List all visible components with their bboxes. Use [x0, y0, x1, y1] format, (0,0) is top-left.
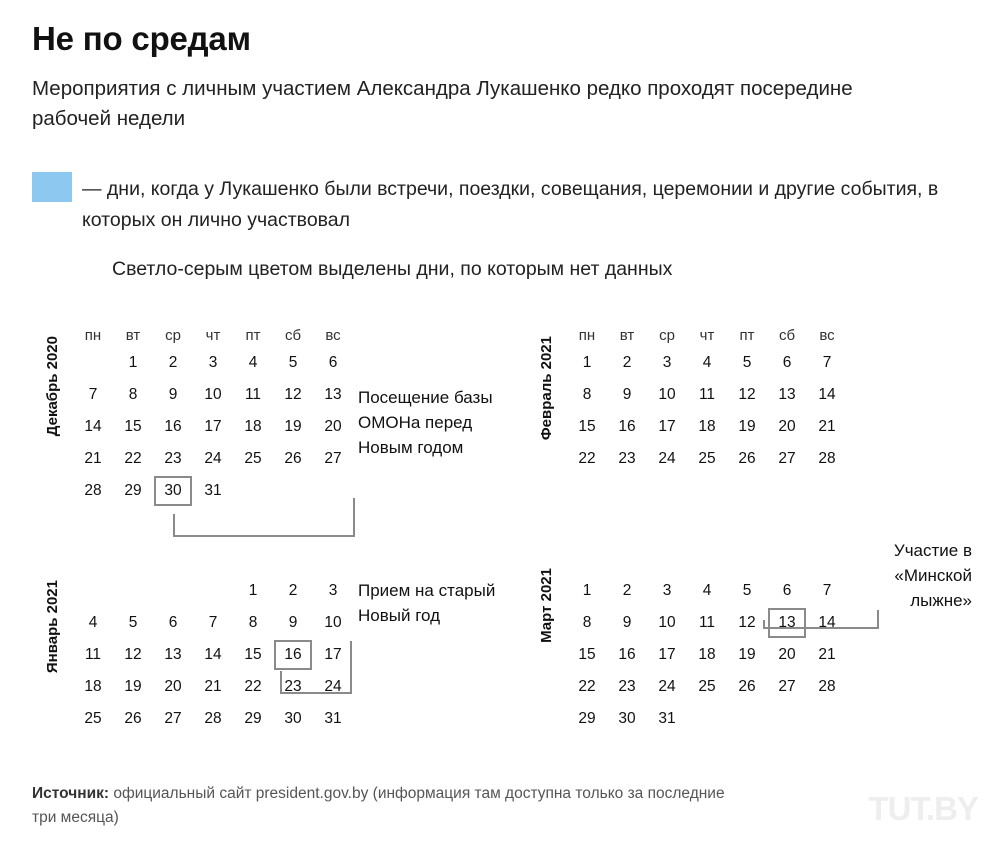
- calendar-day-cell[interactable]: 26: [284, 450, 302, 467]
- calendar-day-cell[interactable]: 13: [778, 386, 796, 403]
- calendar-day-cell[interactable]: 10: [658, 614, 676, 631]
- calendar-day-cell[interactable]: 24: [204, 450, 222, 467]
- weekday-header: пн: [84, 326, 102, 344]
- calendar-day-cell[interactable]: 11: [698, 386, 716, 403]
- calendar-week-row: [74, 444, 352, 474]
- calendar-day-cell[interactable]: 22: [578, 678, 596, 695]
- calendar-day-cell[interactable]: 13: [768, 608, 806, 638]
- calendar-day-cell[interactable]: 25: [84, 710, 102, 727]
- calendar-day-cell[interactable]: 30: [154, 476, 192, 506]
- calendar-day-cell[interactable]: 14: [84, 418, 102, 435]
- calendar-day-cell[interactable]: 12: [738, 386, 756, 403]
- calendar-day-cell[interactable]: 17: [324, 646, 342, 663]
- calendar-day-cell[interactable]: 11: [698, 614, 716, 631]
- calendar-day-cell[interactable]: 28: [818, 678, 836, 695]
- calendar-day-cell[interactable]: 12: [124, 646, 142, 663]
- weekday-header-spacer: [314, 552, 352, 574]
- calendar-label-february-2021: Февраль 2021: [538, 336, 555, 441]
- calendar-day-cell[interactable]: 29: [244, 710, 262, 727]
- calendar-day-cell[interactable]: 1: [248, 582, 258, 599]
- calendar-grid: [72, 550, 354, 736]
- weekday-header-spacer: [768, 552, 806, 574]
- calendar-day-cell[interactable]: 23: [284, 678, 302, 695]
- legend-nodata-note: Светло-серым цветом выделены дни, по которым нет данных: [112, 258, 673, 280]
- calendar-day-cell[interactable]: 4: [702, 582, 712, 599]
- calendar-day-cell[interactable]: 1: [582, 354, 592, 371]
- calendar-day-cell[interactable]: 10: [658, 386, 676, 403]
- weekday-header-spacer: [234, 552, 272, 574]
- weekday-header: пт: [739, 326, 755, 344]
- connector-omon: [170, 498, 390, 548]
- calendar-empty-cell: [768, 704, 806, 734]
- calendar-day-cell[interactable]: 18: [698, 418, 716, 435]
- calendar-day-cell[interactable]: 31: [324, 710, 342, 727]
- calendar-day-cell[interactable]: 21: [818, 646, 836, 663]
- calendar-december-2020: [44, 322, 354, 508]
- weekday-header: вс: [819, 326, 835, 344]
- calendar-february-2021: [538, 322, 848, 476]
- calendar-day-cell[interactable]: 4: [88, 614, 98, 631]
- calendar-empty-cell: [728, 704, 766, 734]
- calendar-day-cell[interactable]: 8: [248, 614, 258, 631]
- calendar-empty-cell: [808, 704, 846, 734]
- calendar-grid: [566, 550, 848, 736]
- calendar-empty-cell: [154, 576, 192, 606]
- calendar-day-cell[interactable]: 5: [128, 614, 138, 631]
- weekday-header-spacer: [568, 552, 606, 574]
- calendar-day-cell[interactable]: 28: [204, 710, 222, 727]
- calendar-day-cell[interactable]: 31: [204, 482, 222, 499]
- calendar-day-cell[interactable]: 30: [618, 710, 636, 727]
- tutby-watermark: TUT.BY: [868, 790, 978, 827]
- legend-color-swatch: [32, 172, 72, 202]
- calendar-empty-cell: [688, 704, 726, 734]
- calendar-week-row: [568, 672, 846, 702]
- calendar-day-cell[interactable]: 21: [204, 678, 222, 695]
- calendar-day-cell[interactable]: 27: [324, 450, 342, 467]
- calendar-day-cell[interactable]: 3: [662, 582, 672, 599]
- calendar-day-cell[interactable]: 19: [124, 678, 142, 695]
- calendar-day-cell[interactable]: 8: [582, 614, 592, 631]
- calendar-day-cell[interactable]: 25: [698, 450, 716, 467]
- calendar-day-cell[interactable]: 30: [284, 710, 302, 727]
- calendar-day-cell[interactable]: 8: [582, 386, 592, 403]
- weekday-header-spacer: [154, 552, 192, 574]
- calendar-day-cell[interactable]: 25: [698, 678, 716, 695]
- calendar-week-row: [74, 704, 352, 734]
- calendar-day-cell[interactable]: 24: [658, 450, 676, 467]
- calendar-day-cell[interactable]: 18: [698, 646, 716, 663]
- source-note: [32, 782, 732, 830]
- calendar-day-cell[interactable]: 16: [274, 640, 312, 670]
- calendar-week-row: [74, 380, 352, 410]
- calendar-day-cell[interactable]: 18: [244, 418, 262, 435]
- calendar-day-cell[interactable]: 9: [288, 614, 298, 631]
- weekday-header: ср: [165, 326, 181, 344]
- weekday-header-spacer: [194, 552, 232, 574]
- legend-description: — дни, когда у Лукашенко были встречи, поездки, совещания, церемонии и другие события, в которых он лично участвовал: [82, 178, 939, 231]
- calendar-empty-cell: [74, 576, 112, 606]
- calendar-week-row: [568, 380, 846, 410]
- calendar-day-cell[interactable]: 15: [124, 418, 142, 435]
- calendar-day-cell[interactable]: 16: [618, 418, 636, 435]
- calendar-day-cell[interactable]: 25: [244, 450, 262, 467]
- calendar-day-cell[interactable]: 23: [164, 450, 182, 467]
- calendar-day-cell[interactable]: 14: [204, 646, 222, 663]
- calendar-day-cell[interactable]: 4: [702, 354, 712, 371]
- calendar-day-cell[interactable]: 3: [328, 582, 338, 599]
- calendar-week-row: [74, 576, 352, 606]
- calendar-day-cell[interactable]: 22: [124, 450, 142, 467]
- weekday-header: пт: [245, 326, 261, 344]
- calendar-day-cell[interactable]: 6: [782, 354, 792, 371]
- calendar-grid: [566, 322, 848, 476]
- calendar-empty-cell: [194, 576, 232, 606]
- calendar-day-cell[interactable]: 11: [244, 386, 262, 403]
- weekday-header: вт: [125, 326, 141, 344]
- weekday-header-spacer: [274, 552, 312, 574]
- calendar-day-cell[interactable]: 16: [164, 418, 182, 435]
- calendar-day-cell[interactable]: 26: [738, 678, 756, 695]
- source-text: официальный сайт president.gov.by (информация там доступна только за последние три месяца): [32, 785, 725, 826]
- calendar-day-cell[interactable]: 29: [578, 710, 596, 727]
- weekday-header-spacer: [74, 552, 112, 574]
- page-subtitle: Мероприятия с личным участием Александра Лукашенко редко проходят посередине рабочей недели: [32, 77, 853, 130]
- calendar-day-cell[interactable]: 3: [662, 354, 672, 371]
- calendar-label-march-2021: Март 2021: [538, 568, 555, 643]
- calendar-day-cell[interactable]: 24: [658, 678, 676, 695]
- calendar-day-cell[interactable]: 24: [324, 678, 342, 695]
- weekday-header: вт: [619, 326, 635, 344]
- calendar-day-cell[interactable]: 7: [208, 614, 218, 631]
- calendar-label-december-2020: Декабрь 2020: [44, 336, 61, 437]
- connector-old-new-year: [277, 655, 387, 703]
- calendar-day-cell[interactable]: 29: [124, 482, 142, 499]
- calendar-week-row: [74, 412, 352, 442]
- weekday-header-spacer: [648, 552, 686, 574]
- calendar-day-cell[interactable]: 18: [84, 678, 102, 695]
- weekday-header: чт: [699, 326, 715, 344]
- weekday-header-spacer: [728, 552, 766, 574]
- annotation-omon: Посещение базы ОМОНа перед Новым годом: [358, 388, 493, 457]
- calendar-day-cell[interactable]: 23: [618, 678, 636, 695]
- weekday-header: вс: [325, 326, 341, 344]
- calendar-day-cell[interactable]: 12: [284, 386, 302, 403]
- calendar-day-cell[interactable]: 17: [204, 418, 222, 435]
- calendar-day-cell[interactable]: 2: [622, 354, 632, 371]
- weekday-header: сб: [284, 326, 302, 344]
- page-title: Не по средам: [32, 20, 251, 57]
- calendar-day-cell[interactable]: 6: [328, 354, 338, 371]
- calendar-day-cell[interactable]: 6: [782, 582, 792, 599]
- calendar-week-row: [568, 640, 846, 670]
- calendar-day-cell[interactable]: 10: [204, 386, 222, 403]
- weekday-header-spacer: [688, 552, 726, 574]
- calendar-day-cell[interactable]: 21: [818, 418, 836, 435]
- connector-minsk-ski: [760, 602, 880, 638]
- calendar-day-cell[interactable]: 20: [778, 418, 796, 435]
- annotation-old-new-year: Прием на старый Новый год: [358, 581, 496, 625]
- calendar-day-cell[interactable]: 19: [738, 646, 756, 663]
- calendar-week-row: [74, 348, 352, 378]
- calendar-day-cell[interactable]: 11: [84, 646, 102, 663]
- calendar-day-cell[interactable]: 21: [84, 450, 102, 467]
- calendar-day-cell[interactable]: 9: [622, 614, 632, 631]
- weekday-header: чт: [205, 326, 221, 344]
- calendar-day-cell[interactable]: 15: [578, 646, 596, 663]
- calendar-day-cell[interactable]: 10: [324, 614, 342, 631]
- calendar-day-cell[interactable]: 19: [284, 418, 302, 435]
- calendar-day-cell[interactable]: 1: [582, 582, 592, 599]
- calendar-empty-cell: [74, 348, 112, 378]
- calendar-day-cell[interactable]: 1: [128, 354, 138, 371]
- calendar-day-cell[interactable]: 31: [658, 710, 676, 727]
- calendar-day-cell[interactable]: 26: [738, 450, 756, 467]
- calendar-day-cell[interactable]: 2: [288, 582, 298, 599]
- calendar-day-cell[interactable]: 27: [778, 450, 796, 467]
- calendar-january-2021: [44, 550, 354, 736]
- calendar-day-cell[interactable]: 15: [578, 418, 596, 435]
- calendar-day-cell[interactable]: 20: [778, 646, 796, 663]
- calendar-day-cell[interactable]: 5: [742, 582, 752, 599]
- calendar-march-2021: [538, 550, 848, 736]
- calendar-day-cell[interactable]: 26: [124, 710, 142, 727]
- calendar-day-cell[interactable]: 14: [818, 614, 836, 631]
- calendar-day-cell[interactable]: 28: [818, 450, 836, 467]
- weekday-header: сб: [778, 326, 796, 344]
- calendar-day-cell[interactable]: 17: [658, 418, 676, 435]
- calendar-day-cell[interactable]: 16: [618, 646, 636, 663]
- calendar-day-cell[interactable]: 13: [164, 646, 182, 663]
- calendar-day-cell[interactable]: 7: [822, 354, 832, 371]
- calendar-day-cell[interactable]: 15: [244, 646, 262, 663]
- calendar-day-cell[interactable]: 2: [168, 354, 178, 371]
- weekday-header: пн: [578, 326, 596, 344]
- calendar-day-cell[interactable]: 17: [658, 646, 676, 663]
- calendar-day-cell[interactable]: 9: [168, 386, 178, 403]
- calendar-day-cell[interactable]: 12: [738, 614, 756, 631]
- calendar-day-cell[interactable]: 5: [288, 354, 298, 371]
- calendar-week-row: [568, 444, 846, 474]
- calendar-day-cell[interactable]: 20: [164, 678, 182, 695]
- calendar-grid: [72, 322, 354, 508]
- calendar-empty-cell: [114, 576, 152, 606]
- calendar-day-cell[interactable]: 13: [324, 386, 342, 403]
- calendar-day-cell[interactable]: 20: [324, 418, 342, 435]
- calendar-label-january-2021: Январь 2021: [44, 580, 61, 674]
- weekday-header: ср: [659, 326, 675, 344]
- annotation-minsk-ski: Участие в «Минской лыжне»: [893, 541, 972, 610]
- calendar-day-cell[interactable]: 22: [244, 678, 262, 695]
- calendar-day-cell[interactable]: 28: [84, 482, 102, 499]
- calendar-week-row: [568, 348, 846, 378]
- calendar-day-cell[interactable]: 22: [578, 450, 596, 467]
- calendar-day-cell[interactable]: 19: [738, 418, 756, 435]
- weekday-header-spacer: [608, 552, 646, 574]
- calendar-week-row: [568, 412, 846, 442]
- calendar-day-cell[interactable]: 27: [164, 710, 182, 727]
- calendar-week-row: [74, 608, 352, 638]
- calendar-day-cell[interactable]: 7: [88, 386, 98, 403]
- calendar-day-cell[interactable]: 6: [168, 614, 178, 631]
- calendar-day-cell[interactable]: 3: [208, 354, 218, 371]
- calendar-day-cell[interactable]: 27: [778, 678, 796, 695]
- calendar-day-cell[interactable]: 14: [818, 386, 836, 403]
- calendar-day-cell[interactable]: 5: [742, 354, 752, 371]
- calendar-week-row: [568, 704, 846, 734]
- calendar-day-cell[interactable]: 2: [622, 582, 632, 599]
- calendar-day-cell[interactable]: 9: [622, 386, 632, 403]
- weekday-header-spacer: [114, 552, 152, 574]
- source-label: Источник:: [32, 785, 110, 802]
- calendar-day-cell[interactable]: 23: [618, 450, 636, 467]
- calendar-day-cell[interactable]: 4: [248, 354, 258, 371]
- calendar-day-cell[interactable]: 7: [822, 582, 832, 599]
- calendar-day-cell[interactable]: 8: [128, 386, 138, 403]
